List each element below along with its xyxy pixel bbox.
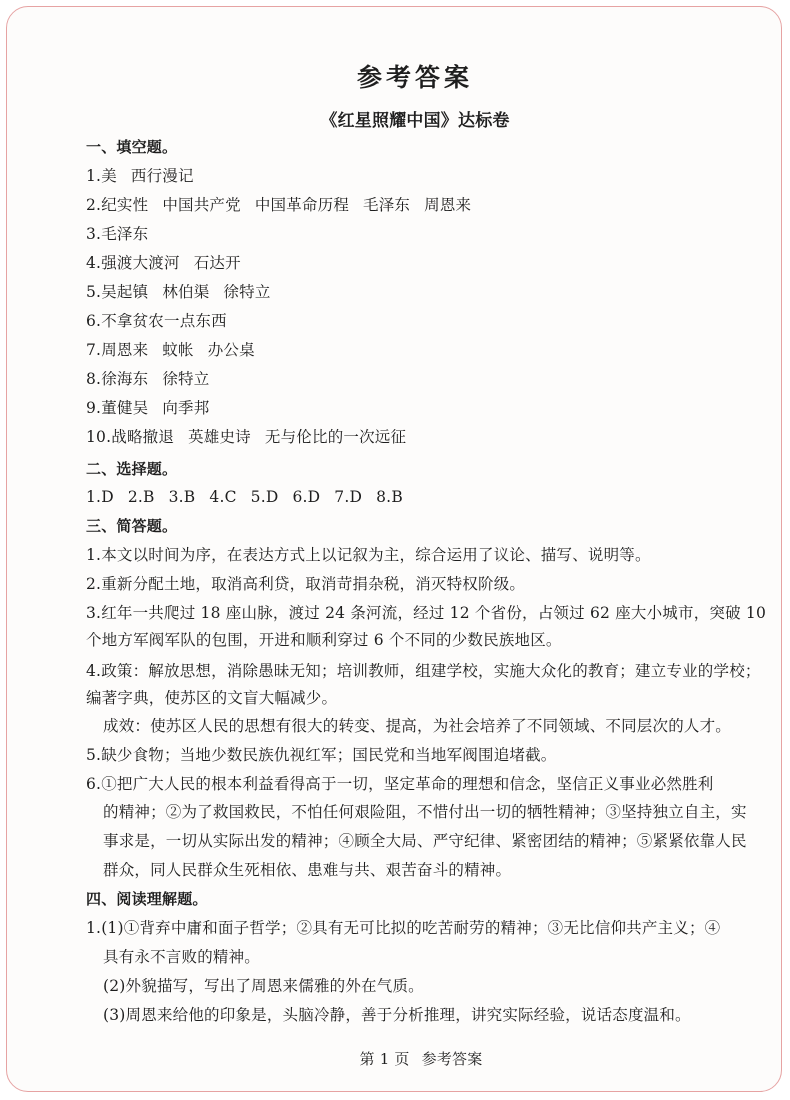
fill-answer-text: 周恩来: [101, 341, 149, 359]
short-line: 5.缺少食物；当地少数民族仇视红军；国民党和当地军阀围追堵截。: [86, 746, 557, 764]
fill-answer-number: 4.: [86, 254, 102, 272]
fill-answer-text: 纪实性: [101, 196, 149, 214]
fill-answer-number: 6.: [86, 312, 102, 330]
reading-line: 具有永不言败的精神。: [103, 948, 261, 966]
page-subtitle: 《红星照耀中国》达标卷: [320, 111, 510, 131]
fill-answer-number: 8.: [86, 370, 102, 388]
fill-answer-number: 9.: [86, 399, 102, 417]
section-choice-heading: 二、选择题。: [86, 460, 178, 478]
fill-answer-item: [86, 252, 241, 274]
answer-sheet: [86, 48, 767, 1068]
choice-answer: 3.B: [168, 488, 196, 506]
fill-answer-number: 10.: [86, 428, 112, 446]
short-line: 2.重新分配土地，取消高利贷，取消苛捐杂税，消灭特权阶级。: [86, 575, 526, 593]
short-line: 成效：使苏区人民的思想有很大的转变、提高，为社会培养了不同领域、不同层次的人才。: [103, 717, 732, 735]
choice-answer: 7.D: [334, 488, 363, 506]
fill-answer-text: 无与伦比的一次远征: [264, 428, 407, 446]
short-line: 编著字典，使苏区的文盲大幅减少。: [86, 689, 338, 707]
choice-answer: 5.D: [250, 488, 279, 506]
fill-answer-text: 西行漫记: [130, 167, 194, 185]
fill-answer-number: 5.: [86, 283, 102, 301]
fill-answer-number: 7.: [86, 341, 102, 359]
fill-answer-text: 徐特立: [223, 283, 271, 301]
fill-answer-text: 吴起镇: [101, 283, 149, 301]
section-fill-heading: 一、填空题。: [86, 138, 178, 156]
fill-answer-number: 3.: [86, 225, 102, 243]
fill-answer-item: [86, 165, 194, 187]
fill-answer-text: 英雄史诗: [188, 428, 251, 446]
choice-answer: 8.B: [376, 488, 403, 506]
fill-answer-number: 1.: [86, 167, 102, 185]
choice-answer: 2.B: [127, 488, 155, 506]
short-line: 个地方军阀军队的包围，开进和顺利穿过 6 个不同的少数民族地区。: [86, 631, 562, 649]
fill-answer-item: [86, 368, 209, 390]
fill-answer-text: 美: [101, 167, 117, 185]
choice-answer: 4.C: [209, 488, 237, 506]
fill-answer-number: 2.: [86, 196, 102, 214]
fill-answer-text: 石达开: [193, 254, 241, 272]
fill-answer-text: 向季邦: [162, 399, 210, 417]
fill-answer-text: 徐海东: [101, 370, 149, 388]
reading-line: (2)外貌描写，写出了周恩来儒雅的外在气质。: [103, 977, 424, 995]
page-number: 第 1 页: [359, 1050, 410, 1068]
fill-answer-item: [86, 194, 471, 216]
fill-answer-text: 董健吴: [101, 399, 149, 417]
section-short-heading: 三、简答题。: [86, 517, 178, 535]
choice-answer-line: [86, 486, 417, 508]
fill-answer-text: 徐特立: [162, 370, 210, 388]
short-line: 3.红年一共爬过 18 座山脉，渡过 24 条河流，经过 12 个省份，占领过 62 座大小城市，突破 10: [86, 604, 767, 622]
short-line: 1.本文以时间为序，在表达方式上以记叙为主，综合运用了议论、描写、说明等。: [86, 546, 651, 564]
fill-answer-text: 蚊帐: [162, 341, 194, 359]
reading-line: (3)周恩来给他的印象是，头脑冷静，善于分析推理，讲究实际经验，说话态度温和。: [103, 1006, 691, 1024]
fill-answer-text: 周恩来: [424, 196, 472, 214]
fill-answer-text: 中国革命历程: [254, 196, 350, 214]
short-line: 的精神；②为了救国救民，不怕任何艰险阻，不惜付出一切的牺牲精神；③坚持独立自主，实: [103, 803, 747, 821]
short-line: 事求是，一切从实际出发的精神；④顾全大局、严守纪律、紧密团结的精神；⑤紧紧依靠人民: [103, 832, 747, 850]
fill-answer-item: [86, 397, 209, 419]
fill-answer-text: 毛泽东: [363, 196, 411, 214]
page-footer: [86, 1048, 756, 1069]
page-title: 参考答案: [356, 63, 473, 92]
reading-line: 1.(1)①背弃中庸和面子哲学；②具有无可比拟的吃苦耐劳的精神；③无比信仰共产主义；④: [86, 919, 721, 937]
section-reading-heading: 四、阅读理解题。: [86, 890, 208, 908]
fill-answer-text: 林伯渠: [162, 283, 210, 301]
short-line: 4.政策：解放思想，消除愚昧无知；培训教师，组建学校，实施大众化的教育；建立专业的学校；: [86, 662, 761, 680]
choice-answer: 6.D: [292, 488, 321, 506]
fill-answer-item: [86, 310, 227, 332]
short-line: 群众，同人民群众生死相依、患难与共、艰苦奋斗的精神。: [103, 861, 512, 879]
fill-answer-item: [86, 426, 406, 448]
fill-answer-item: [86, 281, 271, 303]
fill-answer-item: [86, 339, 255, 361]
fill-answer-text: 毛泽东: [101, 225, 149, 243]
footer-label: 参考答案: [421, 1050, 483, 1068]
fill-answer-item: [86, 223, 148, 245]
fill-answer-text: 战略撤退: [111, 428, 175, 446]
fill-answer-text: 不拿贫农一点东西: [101, 312, 227, 330]
fill-answer-text: 中国共产党: [162, 196, 241, 214]
fill-answer-text: 强渡大渡河: [101, 254, 180, 272]
short-line: 6.①把广大人民的根本利益看得高于一切，坚定革命的理想和信念，坚信正义事业必然胜利: [86, 775, 714, 793]
choice-answer: 1.D: [86, 488, 114, 506]
fill-answer-text: 办公桌: [207, 341, 255, 359]
